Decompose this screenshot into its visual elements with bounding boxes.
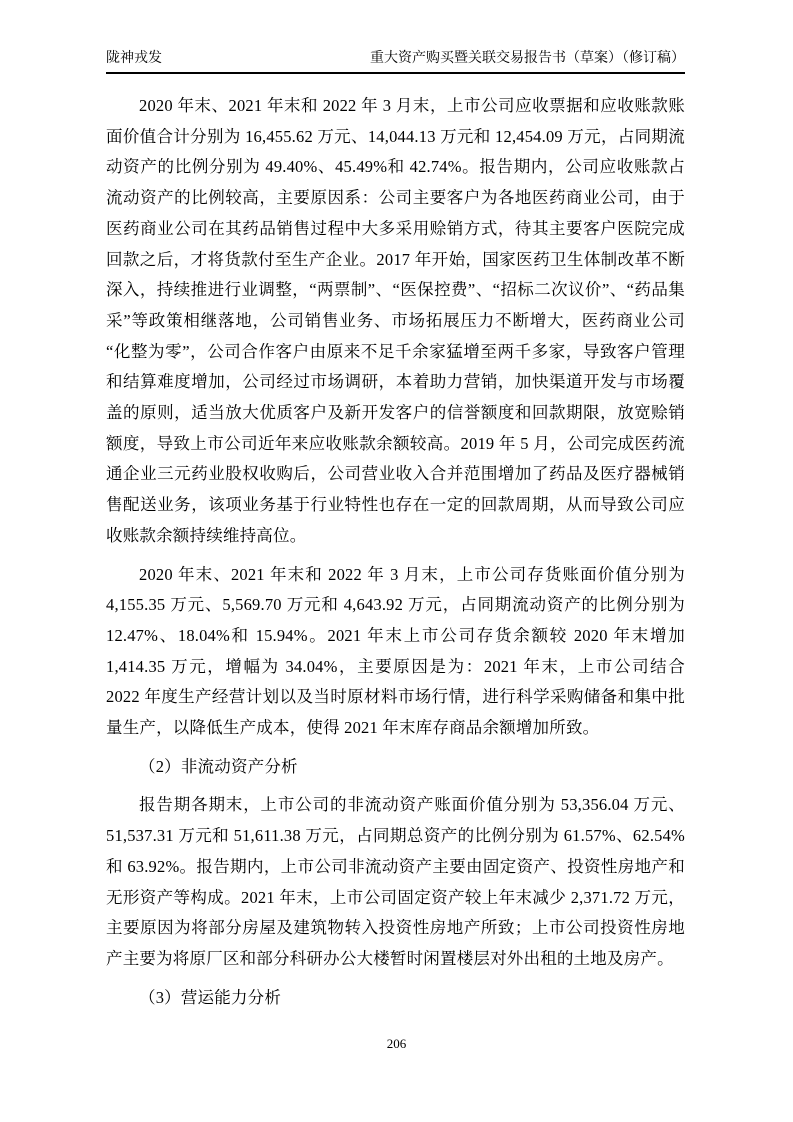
page-header	[106, 50, 685, 68]
header-rule	[106, 72, 685, 74]
paragraph-receivables-analysis: 2020 年末、2021 年末和 2022 年 3 月末，上市公司应收票据和应收账款账面价值合计分别为 16,455.62 万元、14,044.13 万元和 12,454.09 万元，占同期流动资产的比例分别为 49.40%、45.49%和 42.74%。报告期内，公司应收账款占流动资产的比例较高，主要原因系：公司主要客户为各地医药商业公司，由于医药商业公司在其药品销售过程中大多采用赊销方式，待其主要客户医院完成回款之后，才将货款付至生产企业。2017 年开始，国家医药卫生体制改革不断深入，持续推进行业调整，“两票制”、“医保控费”、“招标二次议价”、“药品集采”等政策相继落地，公司销售业务、市场拓展压力不断增大，医药商业公司“化整为零”，公司合作客户由原来不足千余家猛增至两千多家，导致客户管理和结算难度增加，公司经过市场调研，本着助力营销，加快渠道开发与市场覆盖的原则，适当放大优质客户及新开发客户的信誉额度和回款期限，放宽赊销额度，导致上市公司近年来应收账款余额较高。2019 年 5 月，公司完成医药流通企业三元药业股权收购后，公司营业收入合并范围增加了药品及医疗器械销售配送业务，该项业务基于行业特性也存在一定的回款周期，从而导致公司应收账款余额持续维持高位。	[106, 96, 685, 545]
page-footer	[0, 1036, 793, 1052]
section-heading-non-current-assets: （2）非流动资产分析	[139, 756, 298, 776]
section-heading-operating-capacity: （3）营运能力分析	[139, 987, 282, 1007]
paragraph-inventory-analysis: 2020 年末、2021 年末和 2022 年 3 月末，上市公司存货账面价值分别为 4,155.35 万元、5,569.70 万元和 4,643.92 万元，占同期流动资产的比例分别为 12.47%、18.04%和 15.94%。2021 年末上市公司存货余额较 2020 年末增加 1,414.35 万元，增幅为 34.04%，主要原因是为：2021 年末，上市公司结合 2022 年度生产经营计划以及当时原材料市场行情，进行科学采购储备和集中批量生产，以降低生产成本，使得 2021 年末库存商品余额增加所致。	[106, 564, 685, 738]
paragraph-non-current-assets-analysis: 报告期各期末，上市公司的非流动资产账面价值分别为 53,356.04 万元、51,537.31 万元和 51,611.38 万元，占同期总资产的比例分别为 61.57%、62.54%和 63.92%。报告期内，上市公司非流动资产主要由固定资产、投资性房地产和无形资产等构成。2021 年末，上市公司固定资产较上年末减少 2,371.72 万元，主要原因为将部分房屋及建筑物转入投资性房地产所致；上市公司投资性房地产主要为将原厂区和部分科研办公大楼暂时闲置楼层对外出租的土地及房产。	[106, 795, 685, 968]
page-number: 206	[386, 1036, 407, 1051]
header-report-title: 重大资产购买暨关联交易报告书（草案）（修订稿）	[370, 51, 685, 66]
document-body	[106, 91, 685, 1021]
header-company-name: 陇神戎发	[106, 51, 162, 66]
